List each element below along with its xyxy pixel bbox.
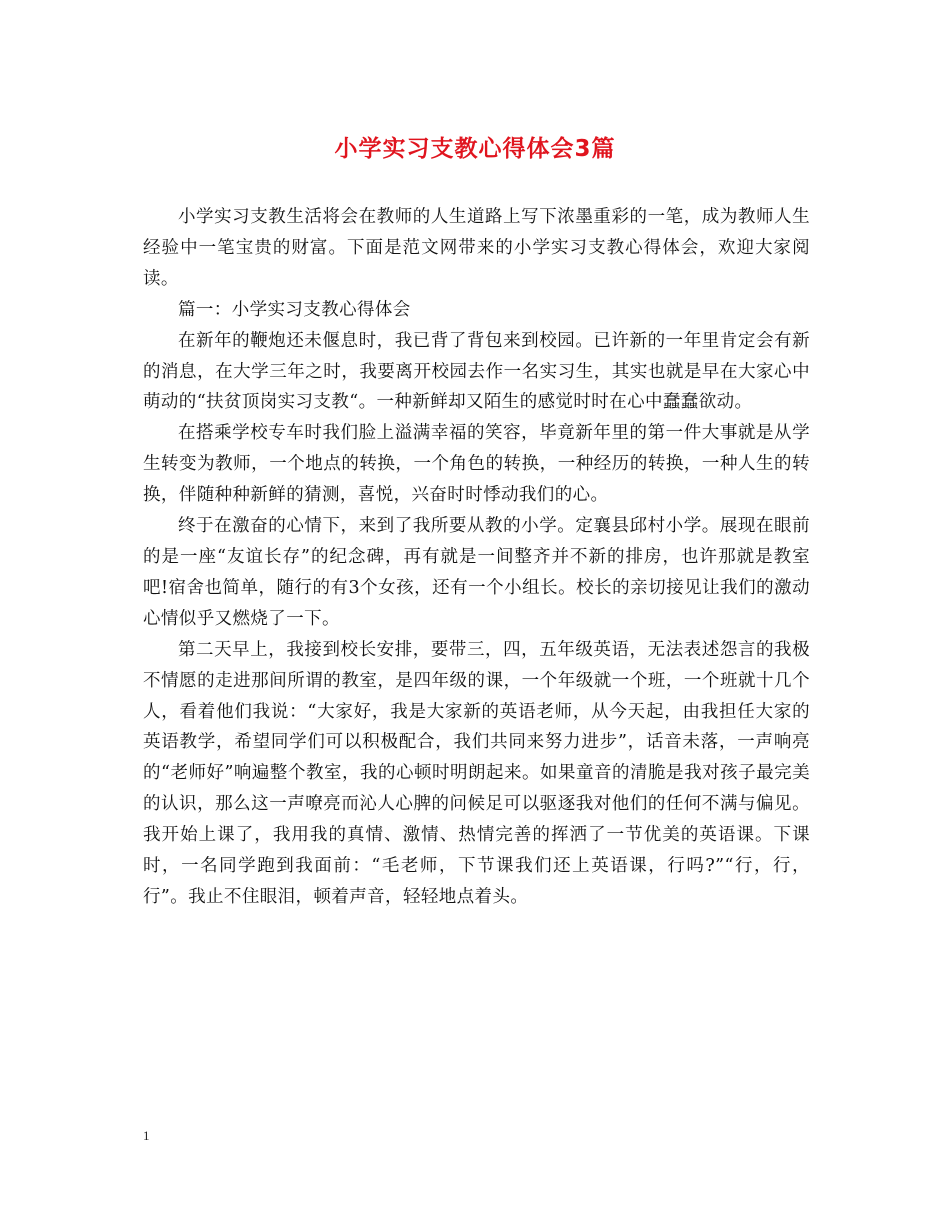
document-body [143,202,810,913]
body-paragraph: 在新年的鞭炮还未偃息时，我已背了背包来到校园。已许新的一年里肯定会有新的消息，在大学三年之时，我要离开校园去作一名实习生，其实也就是早在大家心中萌动的“扶贫顶岗实习支教“。一种新鲜却又陌生的感觉时时在心中蠢蠢欲动。 [143,330,810,413]
document-title: 小学实习支教心得体会3篇 [334,136,616,162]
body-paragraph: 终于在激奋的心情下，来到了我所要从教的小学。定襄县邱村小学。展现在眼前的是一座“友谊长存”的纪念碑，再有就是一间整齐并不新的排房，也许那就是教室吧!宿舍也简单，随行的有3个女孩，还有一个小组长。校长的亲切接见让我们的激动心情似乎又燃烧了一下。 [143,516,810,629]
body-paragraph: 在搭乘学校专车时我们脸上溢满幸福的笑容，毕竟新年里的第一件大事就是从学生转变为教师，一个地点的转换，一个角色的转换，一种经历的转换，一种人生的转换，伴随种种新鲜的猜测，喜悦，兴奋时时悸动我们的心。 [143,423,810,506]
body-paragraph: 第二天早上，我接到校长安排，要带三，四，五年级英语，无法表述怨言的我极不情愿的走进那间所谓的教室，是四年级的课，一个年级就一个班，一个班就十几个人，看着他们我说：“大家好，我是大家新的英语老师，从今天起，由我担任大家的英语教学，希望同学们可以积极配合，我们共同来努力进步”，话音未落，一声响亮的“老师好”响遍整个教室，我的心顿时明朗起来。如果童音的清脆是我对孩子最完美的认识，那么这一声嘹亮而沁人心脾的问候足可以驱逐我对他们的任何不满与偏见。我开始上课了，我用我的真情、激情、热情完善的挥洒了一节优美的英语课。下课时，一名同学跑到我面前：“毛老师，下节课我们还上英语课，行吗?”“行，行，行”。我止不住眼泪，顿着声音，轻轻地点着头。 [143,639,810,907]
section-heading: 篇一：小学实习支教心得体会 [178,299,411,320]
intro-paragraph: 小学实习支教生活将会在教师的人生道路上写下浓墨重彩的一笔，成为教师人生经验中一笔宝贵的财富。下面是范文网带来的小学实习支教心得体会，欢迎大家阅读。 [143,207,810,289]
page-number: 1 [143,1128,150,1143]
